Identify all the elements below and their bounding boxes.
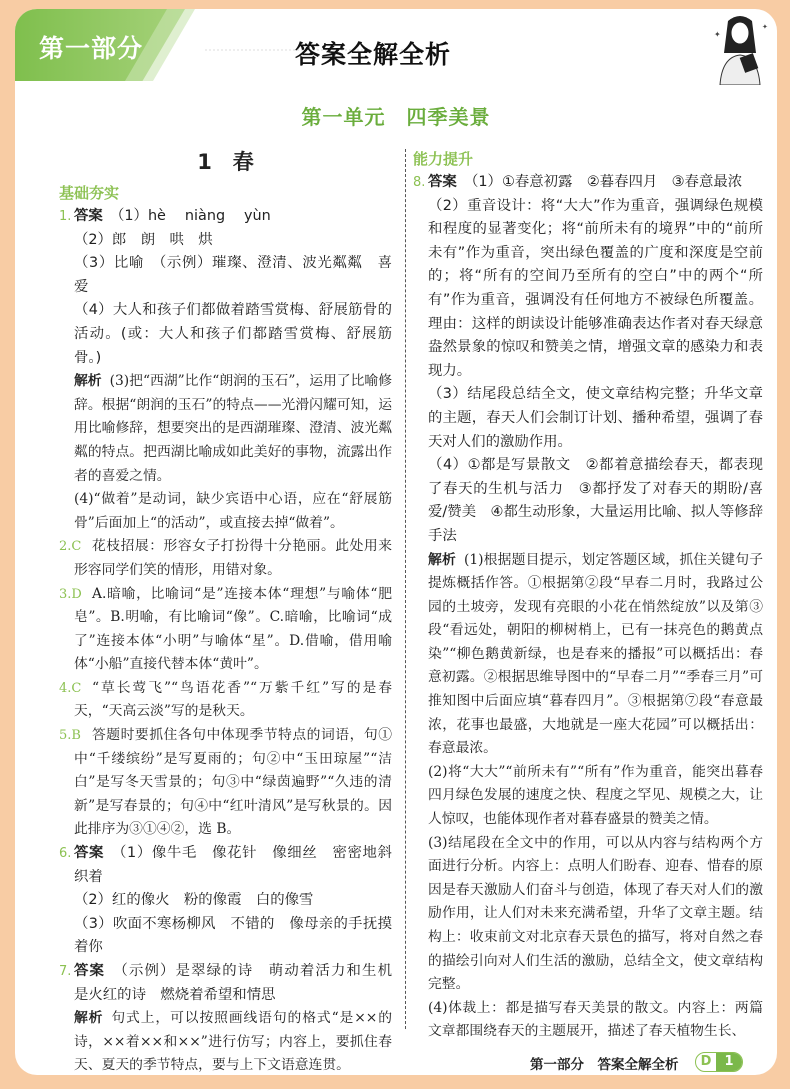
analysis-label: 解析 [74, 1010, 104, 1027]
answer-line: （2）郎 朗 哄 烘 [74, 231, 213, 248]
section-heading: 能力提升 [413, 150, 474, 168]
analysis-text: (1)根据题目提示，划定答题区域，抓住关键句子提炼概括作答。①根据第②段“早春二月时，我路过公园的土坡旁，发现有亮眼的小花在悄然绽放”以及第③段“看远处，朝阳的柳树梢上，已有一抹亮色的鹅黄点染”“柳色鹅黄新绿，也是春来的播报”可以概括出：春意初露。②根据思维导图中的“早春二月”“季春三月”可推知图中后面应填“暮春四月”。③根据第⑦段“春意最浓，花事也最盛，大地就是一座大花园”可以概括出：春意最浓。 [428, 551, 763, 757]
analysis-text: (4)“做着”是动词，缺少宾语中心语，应在“舒展筋骨”后面加上“的活动”，或直接去掉“做着”。 [74, 491, 392, 531]
question-number: 8. [413, 175, 426, 190]
answer-label: 答案 [74, 208, 103, 224]
analysis [59, 1007, 392, 1075]
analysis [59, 370, 392, 488]
question-number: 1. [59, 209, 72, 224]
badge-letter: D [700, 1054, 712, 1069]
left-column [59, 149, 407, 1075]
answer-line: （3）结尾段总结全文，使文章结构完整；升华文章的主题，春天人们会制订计划、播种希望，强调了春天对人们的激励作用。 [428, 386, 763, 450]
answer-line: （3）比喻 （示例）璀璨、澄清、波光粼粼 喜爱 [74, 255, 392, 295]
question-7 [59, 960, 407, 1007]
answer-label: 答案 [74, 963, 106, 979]
answer-line: （4）①都是写景散文 ②都着意描绘春天，都表现了春天的生机与活力 ③都抒发了对春天的期盼/喜爱/赞美 ④都生动形象，大量运用比喻、拟人等修辞手法 [428, 457, 763, 544]
unit-title: 第一单元 四季美景 [301, 105, 491, 129]
footer-label: 第一部分 答案全解全析 [530, 1057, 679, 1073]
svg-text:✦: ✦ [762, 23, 768, 31]
page-number: 1 [716, 1053, 742, 1071]
analysis-text: (4)体裁上：都是描写春天美景的散文。内容上：两篇文章都围绕春天的主题展开，描述了春天植物生长、 [428, 999, 763, 1040]
analysis-label: 解析 [428, 551, 456, 568]
analysis-text: (3)把“西湖”比作“朗润的玉石”，运用了比喻修辞。根据“朗润的玉石”的特点——光滑闪耀可知，运用比喻修辞，想要突出的是西湖璀璨、澄清、波光粼粼的特点。把西湖比喻成如此美好的事物，流露出作者的喜爱之情。 [74, 373, 392, 484]
question-5 [59, 724, 392, 842]
question-number: 5.B [59, 728, 81, 744]
svg-text:✦: ✦ [714, 30, 721, 39]
analysis-text: 答题时要抓住各句中体现季节特点的词语，句①中“千缕缤纷”是写夏雨的；句②中“玉田琼屋”“洁白”是写冬天雪景的；句③中“绿茵遍野”“久违的清新”是写春景的；句④中“红叶清风”是写秋景的。因此排序为③①④②，选 B。 [74, 727, 392, 838]
analysis-text: A.暗喻，比喻词“是”连接本体“理想”与喻体“肥皂”。B.明喻，有比喻词“像”。C.暗喻，比喻词“成了”连接本体“小明”与喻体“星”。D.借喻，借用喻体“小船”直接代替本体“黄叶”。 [74, 585, 392, 673]
question-4 [59, 677, 392, 724]
analysis-text: 花枝招展：形容女子打扮得十分艳丽。此处用来形容同学们笑的情形，用错对象。 [74, 538, 392, 578]
part-label: 第一部分 [39, 34, 144, 63]
girl-reading-illustration [710, 13, 770, 85]
answer-line: （4）大人和孩子们都做着踏雪赏梅、舒展筋骨的活动。(或：大人和孩子们都踏雪赏梅、舒展筋骨。) [74, 302, 392, 366]
answer-line: （1）像牛毛 像花针 像细丝 密密地斜织着 [74, 845, 392, 885]
question-1 [59, 205, 392, 229]
question-8 [413, 171, 763, 195]
analysis-text: 句式上，可以按照画线语句的格式“是××的诗，××着××和××”进行仿写；内容上，要抓住春天、夏天的季节特点，要与上下文语意连贯。 [74, 1010, 392, 1074]
analysis-text: (2)将“大大”“前所未有”“所有”作为重音，能突出暮春四月绿色发展的速度之快、程度之罕见、规模之大，让人惊叹，也能体现作者对暮春盛景的赞美之情。 [428, 763, 763, 828]
column-divider [405, 149, 406, 1029]
answer-line: （2）重音设计：将“大大”作为重音，强调绿色规模和程度的显著变化；将“前所未有的境界”中的“前所未有”作为重音，突出绿色覆盖的广度和深度是空前的；将“所有的空间乃至所有的空白”中的两个“所有”作为重音，强调没有任何地方不被绿色所覆盖。 理由：这样的朗读设计能够准确表达作者对春天绿意盎然景象的惊叹和赞美之情，增强文章的感染力和表现力。 [428, 197, 763, 379]
answer-label: 答案 [428, 174, 457, 190]
page-title: 答案全解全析 [295, 40, 452, 69]
question-2 [59, 535, 392, 582]
section-heading: 基础夯实 [59, 184, 120, 202]
right-column [413, 149, 763, 1044]
question-3 [59, 583, 392, 677]
analysis-text: “草长莺飞”“鸟语花香”“万紫千红”写的是春天，“天高云淡”写的是秋天。 [74, 679, 392, 720]
question-number: 6. [59, 846, 72, 862]
answer-line: （2）红的像火 粉的像霞 白的像雪 [74, 892, 314, 909]
answer-label: 答案 [74, 845, 105, 862]
answer-line: （3）吹面不寒杨柳风 不错的 像母亲的手抚摸着你 [74, 915, 392, 956]
analysis-label: 解析 [74, 373, 102, 390]
question-number: 7. [59, 964, 72, 979]
question-number: 2.C [59, 539, 82, 555]
page [15, 9, 777, 1075]
question-number: 4.C [59, 680, 82, 696]
analysis-text: (3)结尾段在全文中的作用，可以从内容与结构两个方面进行分析。内容上：点明人们盼春、迎春、惜春的原因是春天激励人们奋斗与创造，体现了春天对人们的激励作用，让人们对未来充满希望，升华了文章主题。结构上：收束前文对北京春天景色的描写，将对自然之春的描绘引向对人们生活的激励，总结全文，使文章结构完整。 [428, 834, 763, 993]
question-6 [59, 842, 392, 889]
analysis [413, 549, 763, 761]
lesson-title: 1 春 [197, 150, 254, 174]
answer-line: （1）hè niàng yùn [117, 208, 271, 224]
page-badge [695, 1052, 743, 1072]
answer-line: （1）①春意初露 ②暮春四月 ③春意最浓 [471, 174, 743, 190]
answer-line: （示例）是翠绿的诗 萌动着活力和生机 是火红的诗 燃烧着希望和情思 [74, 963, 407, 1003]
question-number: 3.D [59, 586, 82, 602]
